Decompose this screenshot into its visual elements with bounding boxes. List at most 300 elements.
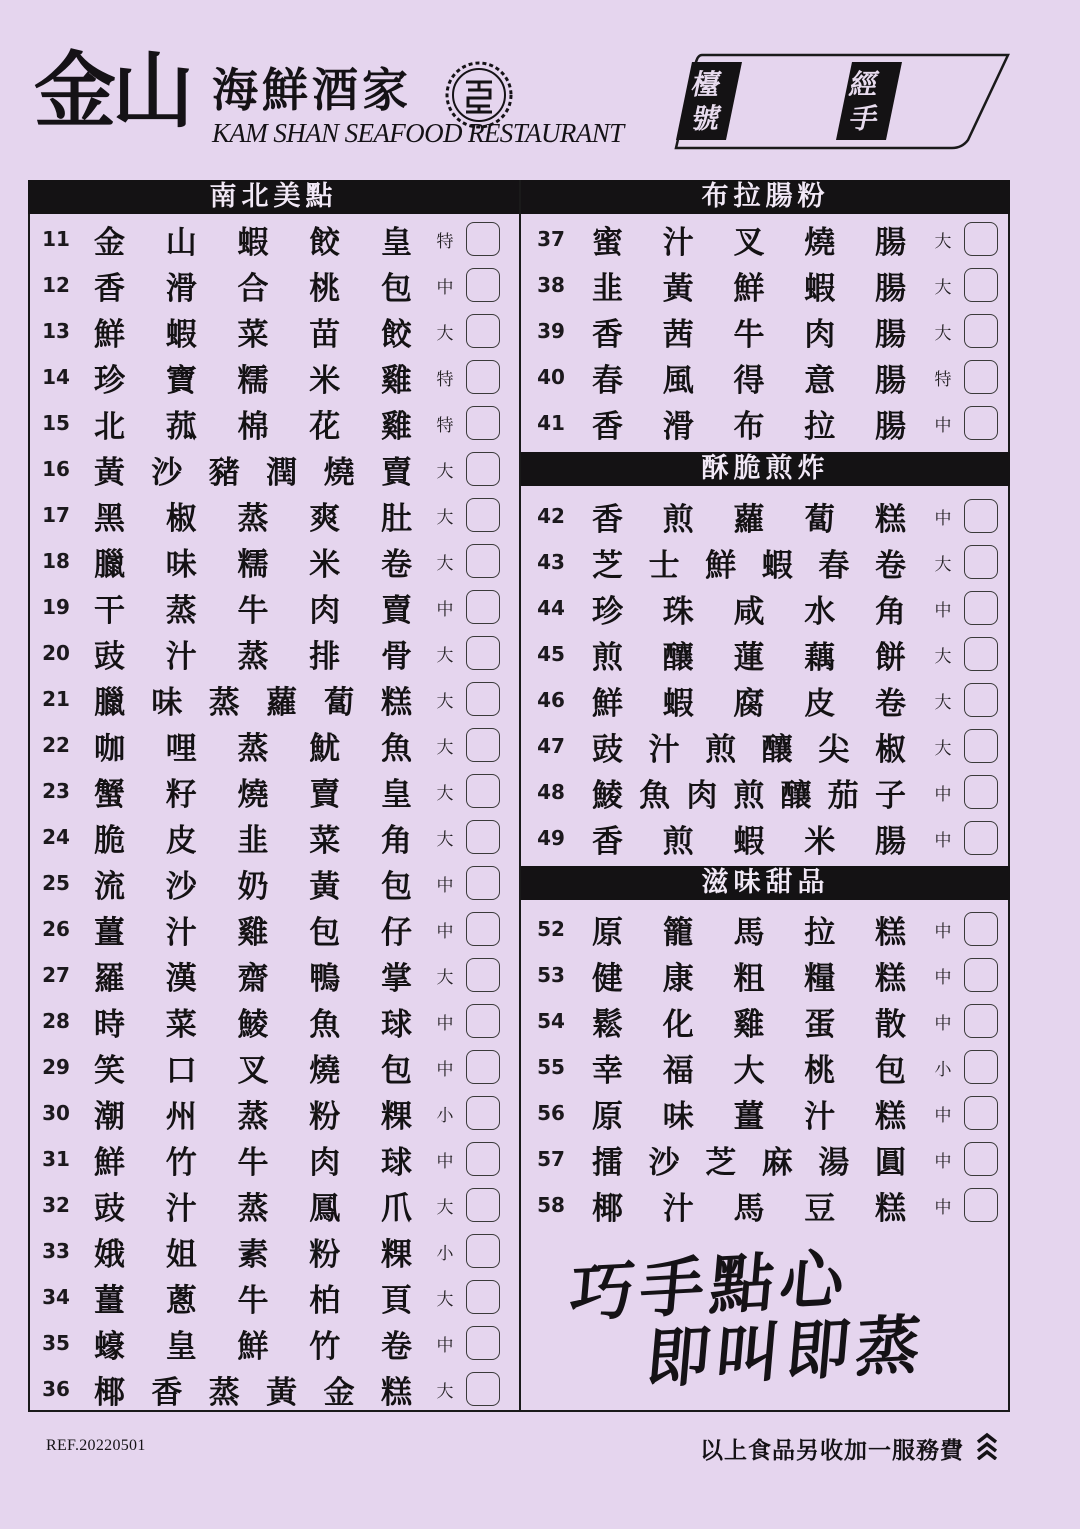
dish-char: 茄 (827, 777, 859, 814)
menu-item-row (522, 354, 998, 400)
dish-char: 鮮 (94, 316, 125, 353)
dish-char: 糕 (875, 501, 906, 538)
dish-char: 釀 (662, 639, 694, 676)
dish-char: 羅 (94, 960, 125, 997)
item-number: 40 (537, 365, 565, 389)
dish-char: 蝦 (237, 224, 269, 261)
quantity-box[interactable] (466, 1142, 500, 1176)
menu-item-row (30, 906, 500, 952)
quantity-box[interactable] (466, 636, 500, 670)
item-number: 22 (42, 733, 70, 757)
dish-char: 汁 (165, 638, 197, 675)
slogan-line-1: 巧手點心 (566, 1241, 854, 1332)
quantity-box[interactable] (964, 406, 998, 440)
dish-char: 粿 (381, 1236, 412, 1273)
portion-size: 大 (436, 737, 454, 758)
dish-name (592, 263, 906, 308)
quantity-box[interactable] (964, 1188, 998, 1222)
dish-char: 娥 (94, 1236, 125, 1273)
quantity-box[interactable] (964, 637, 998, 671)
item-number: 13 (42, 319, 70, 343)
quantity-box[interactable] (466, 682, 500, 716)
quantity-box[interactable] (466, 360, 500, 394)
quantity-box[interactable] (466, 1372, 500, 1406)
dish-char: 汁 (662, 224, 694, 261)
dish-name (94, 631, 412, 676)
item-number: 27 (42, 963, 70, 987)
dish-char: 散 (875, 1006, 906, 1043)
portion-size: 特 (436, 369, 454, 390)
quantity-box[interactable] (964, 1050, 998, 1084)
dish-char: 蔥 (165, 1282, 197, 1319)
menu-item-row (30, 722, 500, 768)
menu-item-row (30, 1182, 500, 1228)
dish-char: 椰 (94, 1374, 125, 1411)
dish-char: 肉 (686, 777, 718, 814)
dish-char: 合 (237, 270, 269, 307)
dish-char: 椰 (592, 1190, 623, 1227)
quantity-box[interactable] (964, 958, 998, 992)
dish-char: 蝦 (804, 270, 836, 307)
dish-char: 肉 (309, 592, 341, 629)
dish-char: 鮮 (733, 270, 765, 307)
quantity-box[interactable] (466, 1050, 500, 1084)
quantity-box[interactable] (466, 268, 500, 302)
quantity-box[interactable] (964, 775, 998, 809)
dish-name (94, 1275, 412, 1320)
dish-char: 滑 (165, 270, 197, 307)
dish-char: 牛 (733, 316, 765, 353)
dish-char: 風 (662, 362, 694, 399)
dish-name (592, 217, 906, 262)
dish-char: 粿 (381, 1098, 412, 1135)
portion-size: 中 (934, 415, 952, 436)
dish-char: 肚 (381, 500, 412, 537)
dish-char: 鯪 (237, 1006, 269, 1043)
menu-item-row (522, 677, 998, 723)
dish-char: 沙 (648, 1144, 680, 1181)
quantity-box[interactable] (466, 590, 500, 624)
dish-char: 魷 (309, 730, 341, 767)
item-number: 24 (42, 825, 70, 849)
quantity-box[interactable] (964, 222, 998, 256)
dish-char: 米 (804, 823, 836, 860)
portion-size: 中 (436, 1013, 454, 1034)
dish-char: 籽 (165, 776, 197, 813)
portion-size: 中 (934, 1013, 952, 1034)
quantity-box[interactable] (964, 1004, 998, 1038)
item-number: 49 (537, 826, 565, 850)
dish-char: 肉 (309, 1144, 341, 1181)
item-number: 48 (537, 780, 565, 804)
dish-name (94, 769, 412, 814)
dish-char: 薑 (94, 914, 125, 951)
dish-char: 水 (804, 593, 836, 630)
dish-char: 皇 (165, 1328, 197, 1365)
dish-char: 芝 (705, 1144, 737, 1181)
dish-char: 麻 (761, 1144, 793, 1181)
dish-char: 笑 (94, 1052, 125, 1089)
dish-char: 釀 (761, 731, 793, 768)
quantity-box[interactable] (964, 1142, 998, 1176)
restaurant-name-cn: 海鮮酒家 (212, 63, 412, 117)
dish-char: 蔔 (804, 501, 836, 538)
dish-char: 香 (151, 1374, 183, 1411)
dish-char: 流 (94, 868, 125, 905)
dish-char: 肉 (804, 316, 836, 353)
dish-char: 叉 (733, 224, 765, 261)
quantity-box[interactable] (964, 683, 998, 717)
menu-item-row (30, 1228, 500, 1274)
dim-sum-list (30, 216, 500, 1412)
dish-char: 薑 (94, 1282, 125, 1319)
menu-item-row (522, 585, 998, 631)
dish-char: 珠 (662, 593, 694, 630)
dish-char: 糧 (804, 960, 836, 997)
portion-size: 特 (436, 415, 454, 436)
menu-item-row (522, 952, 998, 998)
menu-item-row (30, 676, 500, 722)
quantity-box[interactable] (466, 820, 500, 854)
dish-char: 圓 (874, 1144, 906, 1181)
dish-char: 皮 (165, 822, 197, 859)
portion-size: 大 (436, 783, 454, 804)
dish-char: 藕 (804, 639, 836, 676)
dish-name (94, 493, 412, 538)
dish-char: 蛋 (804, 1006, 836, 1043)
quantity-box[interactable] (964, 545, 998, 579)
dish-char: 鮮 (94, 1144, 125, 1181)
dish-char: 奶 (237, 868, 269, 905)
menu-item-row (30, 768, 500, 814)
dish-name (592, 586, 906, 631)
quantity-box[interactable] (466, 866, 500, 900)
portion-size: 小 (436, 1105, 454, 1126)
quantity-box[interactable] (466, 406, 500, 440)
dish-char: 鮮 (237, 1328, 269, 1365)
quantity-box[interactable] (466, 774, 500, 808)
dish-char: 漢 (165, 960, 197, 997)
dish-char: 蝦 (733, 823, 765, 860)
dish-char: 餃 (309, 224, 341, 261)
dish-name (94, 309, 412, 354)
item-number: 14 (42, 365, 70, 389)
menu-item-row (30, 1090, 500, 1136)
handler-label (834, 64, 894, 140)
dish-char: 柏 (309, 1282, 341, 1319)
quantity-box[interactable] (466, 498, 500, 532)
dish-name (94, 677, 412, 722)
dish-char: 素 (237, 1236, 269, 1273)
quantity-box[interactable] (964, 821, 998, 855)
quantity-box[interactable] (964, 360, 998, 394)
dish-name (94, 1367, 412, 1412)
dish-char: 竹 (309, 1328, 341, 1365)
quantity-box[interactable] (964, 314, 998, 348)
dish-char: 子 (874, 777, 906, 814)
quantity-box[interactable] (466, 912, 500, 946)
dish-char: 汁 (662, 1190, 694, 1227)
item-number: 31 (42, 1147, 70, 1171)
dish-char: 卷 (875, 685, 906, 722)
dish-char: 香 (592, 408, 623, 445)
portion-size: 中 (934, 1105, 952, 1126)
dish-char: 拉 (804, 408, 836, 445)
dish-char: 菰 (165, 408, 197, 445)
dish-char: 芝 (592, 547, 623, 584)
menu-item-row (522, 998, 998, 1044)
item-number: 43 (537, 550, 565, 574)
menu-item-row (522, 769, 998, 815)
dish-char: 得 (733, 362, 765, 399)
dish-char: 粗 (733, 960, 765, 997)
dish-char: 球 (381, 1006, 412, 1043)
menu-item-row (30, 814, 500, 860)
quantity-box[interactable] (964, 591, 998, 625)
dish-name (592, 678, 906, 723)
item-number: 42 (537, 504, 565, 528)
quantity-box[interactable] (466, 544, 500, 578)
quantity-box[interactable] (466, 1004, 500, 1038)
dish-char: 米 (309, 362, 341, 399)
dish-char: 豬 (208, 454, 240, 491)
dish-char: 香 (592, 823, 623, 860)
dish-char: 角 (381, 822, 412, 859)
dish-char: 豉 (94, 638, 125, 675)
dish-char: 鴨 (309, 960, 341, 997)
dish-name (592, 494, 906, 539)
service-charge-note: 以上食品另收加一服務費 (700, 1438, 964, 1464)
dish-name (94, 539, 412, 584)
dish-char: 春 (592, 362, 623, 399)
dish-char: 腐 (733, 685, 765, 722)
dish-char: 賣 (309, 776, 341, 813)
chevron-stack-icon (976, 1432, 998, 1460)
dish-char: 煎 (662, 823, 694, 860)
dish-char: 齋 (237, 960, 269, 997)
dish-name (592, 816, 906, 861)
menu-item-row (30, 446, 500, 492)
item-number: 56 (537, 1101, 565, 1125)
dish-char: 黃 (266, 1374, 298, 1411)
dish-name (592, 724, 906, 769)
dish-char: 燒 (323, 454, 355, 491)
dish-name (592, 1045, 906, 1090)
dish-char: 包 (381, 270, 412, 307)
item-number: 33 (42, 1239, 70, 1263)
dish-name (94, 1091, 412, 1136)
item-number: 11 (42, 227, 70, 251)
portion-size: 大 (934, 231, 952, 252)
portion-size: 中 (436, 875, 454, 896)
dish-char: 米 (309, 546, 341, 583)
dish-name (592, 1091, 906, 1136)
dish-char: 賣 (380, 454, 412, 491)
portion-size: 大 (436, 461, 454, 482)
dish-char: 意 (804, 362, 836, 399)
dish-char: 姐 (165, 1236, 197, 1273)
handler-label-char: 經 (846, 68, 882, 101)
menu-item-row (30, 1044, 500, 1090)
restaurant-name-big: 金山 (34, 44, 191, 139)
dish-char: 薑 (733, 1098, 765, 1135)
portion-size: 大 (934, 646, 952, 667)
dish-char: 桃 (804, 1052, 836, 1089)
quantity-box[interactable] (964, 499, 998, 533)
dish-char: 包 (309, 914, 341, 951)
quantity-box[interactable] (964, 1096, 998, 1130)
dish-char: 味 (662, 1098, 694, 1135)
dish-char: 牛 (237, 592, 269, 629)
dish-char: 香 (592, 501, 623, 538)
dish-name (592, 355, 906, 400)
quantity-box[interactable] (466, 222, 500, 256)
dish-name (94, 1183, 412, 1228)
item-number: 54 (537, 1009, 565, 1033)
dish-char: 雞 (237, 914, 269, 951)
dish-char: 煎 (733, 777, 765, 814)
dish-char: 排 (309, 638, 341, 675)
dish-char: 州 (165, 1098, 197, 1135)
menu-item-row (30, 492, 500, 538)
dish-char: 雞 (381, 408, 412, 445)
dish-char: 雞 (733, 1006, 765, 1043)
dish-name (94, 999, 412, 1044)
dish-char: 蒸 (208, 684, 240, 721)
menu-item-row (30, 1274, 500, 1320)
dish-char: 桃 (309, 270, 341, 307)
dish-char: 拉 (804, 914, 836, 951)
dish-char: 韭 (237, 822, 269, 859)
item-number: 16 (42, 457, 70, 481)
column-divider (519, 180, 521, 1412)
dish-char: 糯 (237, 546, 269, 583)
dish-char: 煎 (662, 501, 694, 538)
item-number: 19 (42, 595, 70, 619)
dish-char: 燒 (237, 776, 269, 813)
menu-item-row (522, 216, 998, 262)
dish-char: 叉 (237, 1052, 269, 1089)
dish-char: 皇 (381, 224, 412, 261)
dish-char: 骨 (381, 638, 412, 675)
portion-size: 大 (436, 1197, 454, 1218)
dish-name (94, 723, 412, 768)
dish-char: 鮮 (705, 547, 737, 584)
quantity-box[interactable] (964, 268, 998, 302)
dish-char: 蜜 (592, 224, 623, 261)
dish-char: 角 (875, 593, 906, 630)
dish-name (592, 770, 906, 815)
dish-char: 布 (733, 408, 765, 445)
dish-char: 臘 (94, 546, 125, 583)
item-number: 34 (42, 1285, 70, 1309)
portion-size: 大 (436, 967, 454, 988)
dish-char: 汁 (804, 1098, 836, 1135)
item-number: 28 (42, 1009, 70, 1033)
table-label-char: 號 (688, 102, 724, 135)
dish-char: 大 (733, 1052, 765, 1089)
menu-item-row (30, 998, 500, 1044)
quantity-box[interactable] (466, 452, 500, 486)
menu-item-row (522, 631, 998, 677)
dish-char: 咖 (94, 730, 125, 767)
dish-char: 香 (94, 270, 125, 307)
portion-size: 中 (436, 1335, 454, 1356)
quantity-box[interactable] (466, 1326, 500, 1360)
quantity-box[interactable] (466, 1096, 500, 1130)
portion-size: 中 (436, 277, 454, 298)
dish-char: 粉 (309, 1236, 341, 1273)
quantity-box[interactable] (466, 1280, 500, 1314)
dish-char: 卷 (874, 547, 906, 584)
dish-name (94, 401, 412, 446)
dish-char: 黃 (662, 270, 694, 307)
quantity-box[interactable] (964, 729, 998, 763)
dish-char: 湯 (818, 1144, 850, 1181)
item-number: 57 (537, 1147, 565, 1171)
dish-char: 鬆 (592, 1006, 623, 1043)
menu-item-row (30, 216, 500, 262)
quantity-box[interactable] (964, 912, 998, 946)
portion-size: 中 (934, 1197, 952, 1218)
dish-name (592, 309, 906, 354)
quantity-box[interactable] (466, 314, 500, 348)
portion-size: 大 (934, 554, 952, 575)
dish-char: 煎 (592, 639, 623, 676)
dish-char: 味 (151, 684, 183, 721)
dish-char: 干 (94, 592, 125, 629)
dish-char: 餃 (381, 316, 412, 353)
dish-char: 尖 (818, 731, 850, 768)
dish-char: 頁 (381, 1282, 412, 1319)
dish-name (94, 355, 412, 400)
dish-char: 咸 (733, 593, 765, 630)
quantity-box[interactable] (466, 1234, 500, 1268)
portion-size: 小 (934, 1059, 952, 1080)
section-header-fried: 酥脆煎炸 (521, 452, 1010, 486)
menu-item-row (522, 1136, 998, 1182)
item-number: 20 (42, 641, 70, 665)
dish-char: 蒸 (237, 500, 269, 537)
dish-name (94, 217, 412, 262)
dish-char: 腸 (875, 270, 906, 307)
item-number: 30 (42, 1101, 70, 1125)
dish-char: 士 (648, 547, 680, 584)
menu-item-row (522, 262, 998, 308)
dish-char: 金 (94, 224, 125, 261)
portion-size: 大 (934, 277, 952, 298)
quantity-box[interactable] (466, 958, 500, 992)
dish-char: 菜 (309, 822, 341, 859)
dish-char: 擂 (592, 1144, 623, 1181)
dish-char: 山 (165, 224, 197, 261)
menu-item-row (30, 952, 500, 998)
dish-name (94, 861, 412, 906)
dish-char: 糕 (875, 914, 906, 951)
quantity-box[interactable] (466, 1188, 500, 1222)
header (0, 0, 1080, 170)
dish-char: 包 (875, 1052, 906, 1089)
dish-char: 豉 (592, 731, 623, 768)
dish-char: 腸 (875, 823, 906, 860)
item-number: 55 (537, 1055, 565, 1079)
portion-size: 中 (934, 600, 952, 621)
quantity-box[interactable] (466, 728, 500, 762)
dish-char: 椒 (874, 731, 906, 768)
dish-char: 包 (381, 1052, 412, 1089)
portion-size: 中 (934, 1151, 952, 1172)
dish-char: 幸 (592, 1052, 623, 1089)
